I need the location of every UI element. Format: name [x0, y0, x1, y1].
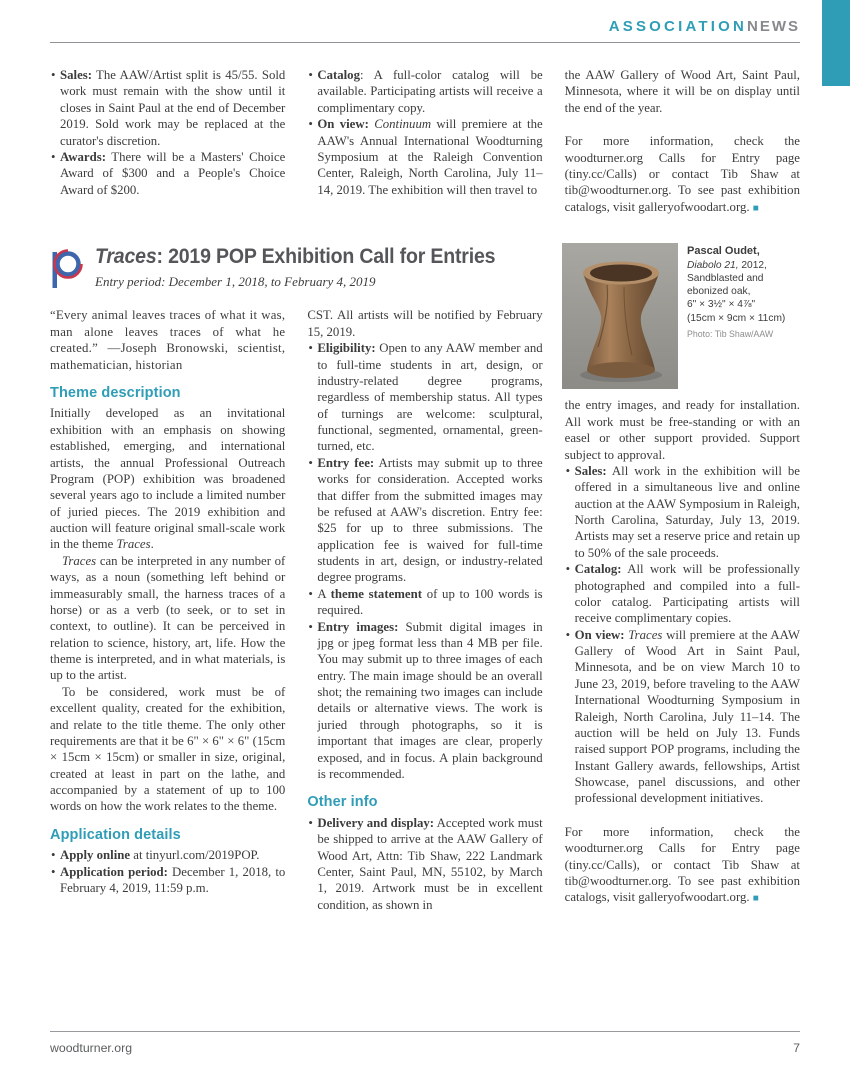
banner-association-text: ASSOCIATION [608, 18, 747, 35]
bullet-entry-fee: • Entry fee: Artists may submit up to three works for consideration. Accepted works that differ from the submitted images may be refused at AAW's discretion. Entry fee: $25 for up to three submissions. The application fee is waived for full-time students in art, design, or industry-related degree programs. [307, 455, 542, 586]
bullet-sales-traces: • Sales: All work in the exhibition will be offered in a simultaneous live and online auction at the AAW Symposium in Raleigh, North Carolina, Saturday, July 13, 2019. Artists may set a reserve price and retain up to 50% of the sale proceeds. [565, 463, 800, 561]
section-banner [50, 18, 800, 35]
page-header [0, 0, 850, 43]
bullet-eligibility: • Eligibility: Open to any AAW member and to full-time students in art, design, or industry-related degree programs, regardless of membership status. All types of turnings are welcome: sculptural, functional, segmented, ornamental, green-turned, etc. [307, 340, 542, 455]
banner-news-text: NEWS [747, 18, 800, 35]
continuum-continuation-section [50, 67, 800, 215]
bullet-awards: • Awards: There will be a Masters' Choice Award of $300 and a People's Choice Award of $200. [50, 149, 285, 198]
bullet-on-view: • On view: Continuum will premiere at the AAW's Annual International Woodturning Symposium at the Raleigh Convention Center, Raleigh, North Carolina, July 11–14, 2019. The exhibition will then travel to [307, 116, 542, 198]
continuum-column-2 [307, 67, 542, 215]
bullet-sales: • Sales: The AAW/Artist split is 45/55. Sold work must remain with the show until it closes in Saint Paul at the end of December 2019. Sold work may be replaced at the curator's discretion. [50, 67, 285, 149]
traces-more-info-paragraph: For more information, check the woodturner.org Calls for Entry page (tiny.cc/Calls), or contact Tib Shaw at tib@woodturner.org. To see past exhibition catalogs, visit galleryofwoodart.org. ■ [564, 824, 800, 905]
traces-column-2 [307, 307, 542, 913]
heading-application-details: Application details [50, 826, 181, 843]
caption-dimensions-cm: (15cm × 9cm × 11cm) [687, 312, 786, 324]
other-info-bullet-list [307, 815, 542, 913]
traces-article [50, 243, 800, 913]
traces-column-3 [565, 307, 800, 913]
article-title: Traces: 2019 POP Exhibition Call for Entries [95, 245, 496, 269]
caption-artist-name: Pascal Oudet, [687, 245, 760, 258]
pop-logo [50, 243, 84, 291]
heading-theme-description: Theme description [50, 384, 181, 401]
continuum-bullet-list-1 [50, 67, 285, 198]
caption-materials: Sandblasted and ebonized oak, [687, 272, 764, 298]
bullet-delivery-display: • Delivery and display: Accepted work must be shipped to arrive at the AAW Gallery of Wood Art, Attn: Tib Shaw, 222 Landmark Center, Saint Paul, MN, 55102, by March 1, 2019. Artwork must be in excellent condition, as shown in [307, 815, 542, 913]
epigraph-quote: “Every animal leaves traces of what it was, man alone leaves traces of what he created.” —Joseph Bronowski, scientist, mathematician, historian [50, 308, 286, 372]
continuum-bullet-list-2 [307, 67, 542, 198]
heading-other-info: Other info [307, 794, 378, 811]
bullet-catalog: • Catalog: A full-color catalog will be available. Participating artists will receive a complimentary copy. [307, 67, 542, 116]
bullet-entry-images: • Entry images: Submit digital images in jpg or jpeg format less than 4 MB per file. You may submit up to three images of each entry. The main image should be an overall shot; the remaining two images can include details or alternative views. The work is juried through photographs, so it is important that images are clear, properly exposed, and in focus. A plain background is recommended. [307, 619, 542, 783]
application-continuation-paragraph: CST. All artists will be notified by February 15, 2019. [307, 308, 543, 339]
header-rule [50, 42, 800, 43]
artwork-photo [562, 243, 678, 389]
caption-dimensions-inches: 6" × 3½" × 4⅞" [687, 299, 756, 311]
application-bullet-list-2 [307, 340, 542, 782]
application-bullet-list [50, 847, 285, 896]
theme-paragraph-3: To be considered, work must be of excellent quality, created for the exhibition, and relate to the title theme. The only other requirements are that it be 6" × 6" × 6" (15cm × 15cm × 15cm) or smaller in size, original, created at least in part on the lathe, and accompanied by a statement of up to 100 words on how the work relates to the theme. [50, 684, 286, 814]
caption-work-title: Diabolo 21, 2012, [687, 259, 767, 271]
continuum-column-1 [50, 67, 285, 215]
theme-paragraph-1: Initially developed as an invitational exhibition with an emphasis on showing established, emerging, and international artists, the annual Professional Outreach Program (POP) exhibition was broadened several years ago to include a limited number of juried pieces. The 2019 exhibition and auction will feature original small-scale work in the theme Traces. [50, 406, 286, 552]
bullet-apply-online: • Apply online at tinyurl.com/2019POP. [50, 847, 285, 863]
bullet-on-view-traces: • On view: Traces will premiere at the AAW Gallery of Wood Art in Saint Paul, Minnesota, and be on view March 10 to June 23, 2019, before traveling to the AAW International Woodturning Symposium in Raleigh, North Carolina, July 11–14. The auction will be held on July 13. Funds raised support POP programs, including the Instant Gallery awards, fellowships, Artist Showcase, panel discussions, and other professional development initiatives. [565, 627, 800, 807]
title-block [95, 243, 525, 290]
continuum-more-info-paragraph: For more information, check the woodturner.org Calls for Entry page (tiny.cc/Calls) or contact Tib Shaw at tib@woodturner.org. To see past exhibition catalogs, visit galleryofwoodart.org. ■ [564, 134, 800, 214]
delivery-continuation-paragraph: the entry images, and ready for installation. All work must be free-standing or with an easel or other support provided. Support subject to approval. [564, 398, 800, 462]
bullet-application-period: • Application period: December 1, 2018, to February 4, 2019, 11:59 p.m. [50, 864, 285, 897]
traces-column-1 [50, 307, 285, 913]
bullet-catalog-traces: • Catalog: All work will be professionally photographed and compiled into a full-color catalog. Participating artists will receive complimentary copies. [565, 561, 800, 627]
footer-site-url: woodturner.org [50, 1041, 133, 1055]
artwork-caption [687, 243, 800, 389]
continuum-continuation-paragraph: the AAW Gallery of Wood Art, Saint Paul, Minnesota, where it will be on display until the end of the year. [564, 68, 800, 115]
footer-page-number: 7 [793, 1041, 800, 1055]
theme-paragraph-2: Traces can be interpreted in any number of ways, as a noun (something left behind or immeasurably small, the harness traces of a horse) or as a verb (to seek, or to set in context, to outline). It can be perceived in relation to science, history, art, life. How the theme is interpreted, and in what materials, is up to the artist. [50, 553, 286, 683]
continuum-column-3 [565, 67, 800, 215]
artwork-figure [562, 243, 800, 389]
article-subtitle: Entry period: December 1, 2018, to February 4, 2019 [95, 274, 376, 290]
bullet-theme-statement: • A theme statement of up to 100 words is required. [307, 586, 542, 619]
exhibition-bullet-list [565, 463, 800, 807]
traces-article-body [50, 307, 800, 913]
page-edge-accent-bar [822, 0, 850, 86]
page-footer [50, 1031, 800, 1055]
caption-photo-credit: Photo: Tib Shaw/AAW [687, 328, 774, 339]
